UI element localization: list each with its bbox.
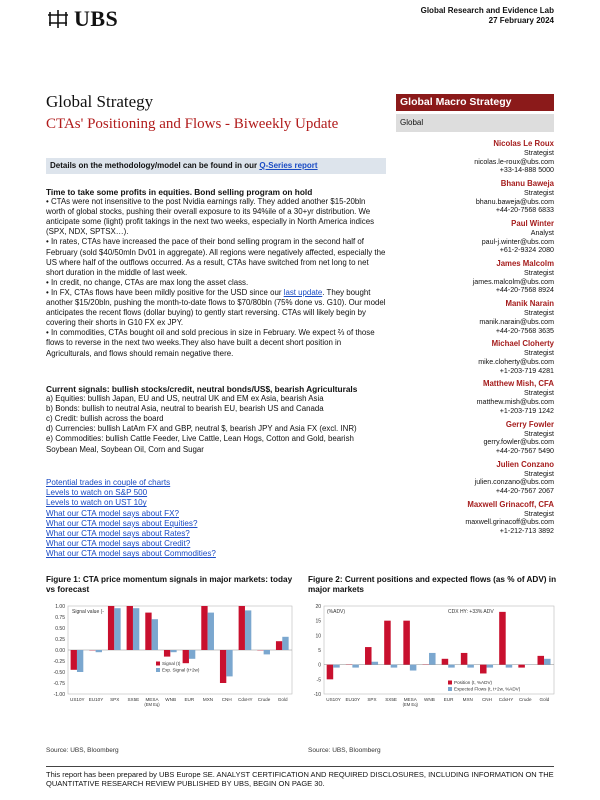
page-subtitle: CTAs' Positioning and Flows - Biweekly Update — [46, 116, 339, 132]
author-email[interactable]: julien.conzano@ubs.com — [474, 478, 554, 487]
author-phone: +44-20-7568 8924 — [495, 286, 554, 295]
bar-current — [403, 621, 410, 665]
x-tick-label: EUR — [443, 697, 454, 702]
bar-current — [276, 641, 282, 650]
figure1-chart — [46, 602, 296, 720]
x-tick-sublabel: (EM Eq) — [402, 702, 418, 707]
author-card — [404, 139, 554, 175]
related-links — [46, 478, 216, 560]
x-tick-label: US10Y — [70, 697, 85, 702]
bar-expected — [448, 665, 455, 668]
bar-expected — [152, 619, 158, 650]
author-phone: +44-20-7568 6833 — [495, 206, 554, 215]
bar-expected — [391, 665, 398, 668]
x-tick-label: WNB — [424, 697, 435, 702]
x-tick-label: EUR — [184, 697, 195, 702]
related-link[interactable]: What our CTA model says about FX? — [46, 508, 180, 518]
bar-current — [183, 650, 189, 663]
bar-current — [201, 606, 207, 650]
q-series-link[interactable]: Q-Series report — [259, 161, 318, 170]
paragraph-equities: • CTAs were not insensitive to the post Nvidia earnings rally. They added another $15-20bln worth of global stocks, pushing their overall exposure to its 94%ile of a 30+yr distribution. We anticipate some (light) profit takings in the next two weeks, especially in North America indices (SPX, NDX, SPTSX…). — [46, 197, 375, 237]
section-heading: Time to take some profits in equities. Bond selling program on hold — [46, 187, 313, 197]
sidebar-heading: Global Macro Strategy — [396, 94, 554, 111]
bar-current — [108, 606, 114, 650]
bar-expected — [170, 650, 176, 652]
author-card — [404, 420, 554, 456]
author-card — [404, 259, 554, 295]
author-email[interactable]: matthew.mish@ubs.com — [476, 398, 554, 407]
bar-current — [442, 659, 449, 665]
bar-current — [220, 650, 226, 683]
related-link[interactable]: What our CTA model says about Equities? — [46, 518, 198, 528]
x-tick-label: MXN — [462, 697, 473, 702]
author-card — [404, 339, 554, 375]
y-tick-label: -1.00 — [53, 692, 65, 698]
bar-expected — [544, 659, 551, 665]
x-tick-label: Gold — [539, 697, 550, 702]
bar-expected — [114, 608, 120, 650]
author-name: Julien Conzano — [496, 459, 554, 469]
bar-expected — [372, 662, 379, 665]
x-tick-label: Crude — [257, 697, 271, 702]
footer-disclaimer: This report has been prepared by UBS Europe SE. ANALYST CERTIFICATION AND REQUIRED DISCLOSURES, INCLUDING INFORMATION ON THE QUANTITATIVE RESEARCH REVIEW PUBLISHED BY UBS, BEGIN ON PAGE 30. — [46, 770, 554, 788]
y-tick-label: 10 — [315, 633, 321, 640]
author-card — [404, 500, 554, 536]
x-tick-label: SX5E — [385, 697, 397, 702]
author-email[interactable]: mike.cloherty@ubs.com — [478, 357, 554, 366]
author-role: Strategist — [524, 349, 554, 358]
methodology-text: Details on the methodology/model can be found in our — [50, 161, 260, 170]
paragraph-commodities: • In commodities, CTAs bought oil and sold precious in size in February. We expect ⅔ of those flows to reverse in the next two weeks.They also have built a decent short position in Agriculturals, and flows should remain negative there. — [46, 328, 375, 358]
y-tick-label: -5 — [316, 677, 321, 684]
bar-expected — [333, 665, 340, 668]
y-tick-label: 5 — [318, 648, 321, 654]
bar-expected — [208, 613, 214, 650]
related-link[interactable]: Levels to watch on S&P 500 — [46, 488, 148, 498]
y-tick-label: 0.00 — [55, 648, 65, 654]
bar-expected — [410, 665, 417, 671]
x-tick-label: WNB — [165, 697, 177, 702]
author-role: Strategist — [524, 309, 554, 318]
author-name: Michael Cloherty — [491, 339, 554, 349]
figure2-caption: Figure 2: Current positions and expected flows (as % of ADV) in major markets — [308, 575, 557, 594]
legend-label: Signal (t) — [162, 661, 181, 666]
paragraph-rates: • In rates, CTAs have increased the pace of their bond selling program in the second half of February (sold $40/50mln Dv01 in aggregate). All regions were negatively affected, especially the US where half of the outflows occurred. As a result, CTAs have switched from net long to net short duration in the middle of last week. — [46, 237, 386, 277]
section-profits — [46, 187, 386, 359]
bar-expected — [96, 650, 102, 652]
author-role: Strategist — [524, 269, 554, 278]
x-tick-label: MESA — [145, 697, 159, 702]
bar-current — [365, 647, 372, 665]
y-tick-label: -0.25 — [53, 659, 65, 665]
related-link[interactable]: What our CTA model says about Credit? — [46, 539, 191, 549]
author-role: Analyst — [530, 229, 554, 238]
author-phone: +44-20-7567 2067 — [495, 486, 554, 495]
author-phone: +1-203-719 1242 — [499, 406, 554, 415]
page-title: Global Strategy — [46, 92, 154, 111]
x-tick-label: CdxHY — [498, 697, 514, 702]
x-tick-label: MESA — [403, 697, 417, 702]
x-tick-label: CNH — [221, 697, 232, 702]
legend-label: Position (t, %ADV) — [454, 680, 493, 685]
author-email[interactable]: maxwell.grinacoff@ubs.com — [465, 518, 554, 527]
author-card — [404, 179, 554, 215]
author-email[interactable]: bhanu.baweja@ubs.com — [475, 197, 554, 206]
author-name: Gerry Fowler — [505, 419, 554, 429]
bar-current — [461, 653, 468, 665]
related-link[interactable]: What our CTA model says about Commodities? — [46, 549, 216, 559]
y-tick-label: -0.75 — [53, 681, 65, 687]
author-phone: +44-20-7567 5490 — [495, 446, 554, 455]
author-card — [404, 460, 554, 496]
author-card — [404, 219, 554, 255]
legend-label: Expected Flows (t, t+2w, %ADV) — [454, 686, 521, 692]
bar-current — [518, 665, 525, 668]
author-role: Strategist — [524, 469, 554, 478]
author-name: Paul Winter — [511, 219, 554, 229]
bar-current — [164, 650, 170, 657]
lab-name: Global Research and Evidence Lab — [420, 6, 554, 15]
x-tick-label: SPX — [367, 697, 377, 702]
legend-swatch — [448, 687, 452, 691]
signal-item: e) Commodities: bullish Cattle Feeder, Live Cattle, Lean Hogs, Cotton and Gold, bearish Soybean Meal, Soybean Oil, Corn and Sugar — [46, 434, 354, 454]
chart-annotation: CDX HY: +33% ADV — [448, 609, 494, 615]
bar-expected — [189, 650, 195, 659]
author-role: Strategist — [524, 429, 554, 438]
author-name: Matthew Mish, CFA — [482, 379, 554, 389]
author-email[interactable]: paul-j.winter@ubs.com — [481, 237, 554, 246]
bar-current — [499, 612, 506, 665]
author-role: Strategist — [524, 389, 554, 398]
y-tick-label: -10 — [313, 692, 321, 698]
signal-item: d) Currencies: bullish LatAm FX and GBP, neutral $, bearish JPY and Asia FX (excl. INR) — [46, 424, 357, 434]
author-name: James Malcolm — [496, 259, 554, 269]
report-header — [421, 6, 554, 26]
x-tick-label: MXN — [202, 697, 214, 702]
figure2-source: Source: UBS, Bloomberg — [308, 747, 381, 754]
bar-current — [538, 656, 545, 665]
author-phone: +1-203-719 4281 — [499, 366, 554, 375]
x-tick-label: US10Y — [326, 697, 341, 702]
signal-item: b) Bonds: bullish to neutral Asia, neutral to bearish EU, bearish US and Canada — [46, 404, 324, 414]
author-card — [404, 299, 554, 335]
bar-expected — [226, 650, 232, 676]
bar-expected — [487, 665, 494, 668]
x-tick-label: SPX — [110, 697, 120, 702]
author-phone: +1-212-713 3892 — [499, 526, 554, 535]
author-email[interactable]: manik.narain@ubs.com — [479, 317, 554, 326]
fx-text-a: • In FX, CTAs flows have been mildly positive for the USD since our — [46, 287, 284, 297]
bar-current — [145, 613, 151, 650]
last-update-link[interactable]: last update — [283, 287, 323, 297]
section-signals — [46, 384, 386, 455]
ubs-keys-icon — [46, 9, 70, 29]
related-link[interactable]: Levels to watch on UST 10y — [46, 498, 147, 508]
bar-current — [384, 621, 391, 665]
author-name: Nicolas Le Roux — [493, 139, 554, 148]
author-phone: +61-2-9324 2080 — [499, 246, 554, 255]
x-tick-sublabel: (EM Eq) — [144, 702, 160, 707]
paragraph-credit: • In credit, no change, CTAs are max long the asset class. — [46, 277, 249, 287]
bar-current — [71, 650, 77, 670]
x-tick-label: Gold — [277, 697, 288, 702]
x-tick-label: SX5E — [127, 697, 140, 702]
author-name: Manik Narain — [505, 299, 554, 309]
author-name: Bhanu Baweja — [500, 179, 554, 189]
author-card — [404, 379, 554, 415]
chart-annotation: Signal value (- — [72, 609, 104, 615]
bar-current — [327, 665, 334, 680]
y-tick-label: -0.50 — [53, 670, 65, 676]
author-role: Strategist — [524, 509, 554, 518]
bar-expected — [467, 665, 474, 668]
author-email[interactable]: gerry.fowler@ubs.com — [483, 438, 554, 447]
bar-expected — [429, 653, 436, 665]
bar-current — [127, 606, 133, 650]
x-tick-label: CNH — [481, 697, 492, 702]
report-date: 27 February 2024 — [488, 16, 554, 25]
paragraph-fx — [46, 288, 386, 328]
footer-divider — [46, 766, 554, 767]
x-tick-label: Crude — [518, 697, 532, 702]
author-list — [404, 139, 554, 540]
bar-expected — [133, 608, 139, 650]
y-tick-label: 1.00 — [55, 604, 65, 610]
figure1-source: Source: UBS, Bloomberg — [46, 747, 119, 754]
y-axis-label: (%ADV) — [327, 609, 346, 615]
x-tick-label: EU10Y — [88, 697, 104, 702]
author-role: Strategist — [524, 189, 554, 198]
y-tick-label: 0.75 — [55, 615, 65, 621]
logo-text: UBS — [74, 6, 119, 31]
y-tick-label: 20 — [315, 604, 321, 610]
figure1-caption: Figure 1: CTA price momentum signals in major markets: today vs forecast — [46, 575, 293, 594]
fx-text-b: . They bought another $15/20bln, pushing the month-to-date flows to $70/80bln (75% done vs. G10). Our model anticipates the recent flows (dollar buying) to gently start reversing. CTAs will likely begin by covering their shorts in G10 FX ex JPY. — [46, 287, 386, 328]
legend-swatch — [448, 681, 452, 685]
y-tick-label: 15 — [315, 618, 321, 625]
y-tick-label: 0.50 — [55, 626, 65, 632]
figure2-chart — [308, 602, 558, 720]
signal-item: c) Credit: bullish across the board — [46, 414, 164, 424]
methodology-note — [46, 158, 386, 174]
y-tick-label: 0.25 — [55, 637, 65, 643]
x-tick-label: CdxHY — [238, 697, 253, 702]
author-phone: +44-20-7568 3635 — [495, 326, 554, 335]
author-role: Strategist — [524, 149, 554, 157]
bar-current — [480, 665, 487, 674]
bar-expected — [245, 610, 251, 650]
bar-expected — [77, 650, 83, 672]
author-email[interactable]: james.malcolm@ubs.com — [472, 277, 554, 286]
ubs-logo — [46, 6, 118, 32]
bar-current — [239, 606, 245, 650]
sidebar-region: Global — [396, 114, 554, 132]
related-link[interactable]: What our CTA model says about Rates? — [46, 529, 190, 539]
signal-item: a) Equities: bullish Japan, EU and US, neutral UK and EM ex Asia, bearish Asia — [46, 394, 324, 404]
related-link[interactable]: Potential trades in couple of charts — [46, 478, 171, 487]
legend-swatch — [156, 662, 160, 666]
plot-frame — [324, 606, 554, 694]
legend-label: Exp. Signal (t+2w) — [162, 667, 200, 673]
author-email[interactable]: nicolas.le-roux@ubs.com — [474, 157, 554, 166]
y-tick-label: 0 — [318, 662, 321, 669]
section-heading: Current signals: bullish stocks/credit, neutral bonds/US$, bearish Agriculturals — [46, 384, 358, 394]
author-name: Maxwell Grinacoff, CFA — [467, 499, 554, 509]
author-phone: +33-14-888 5000 — [499, 166, 554, 175]
bar-expected — [506, 665, 513, 668]
legend-swatch — [156, 668, 160, 672]
bar-expected — [352, 665, 359, 668]
bar-expected — [264, 650, 270, 654]
bar-expected — [282, 637, 288, 650]
x-tick-label: EU10Y — [345, 697, 361, 702]
